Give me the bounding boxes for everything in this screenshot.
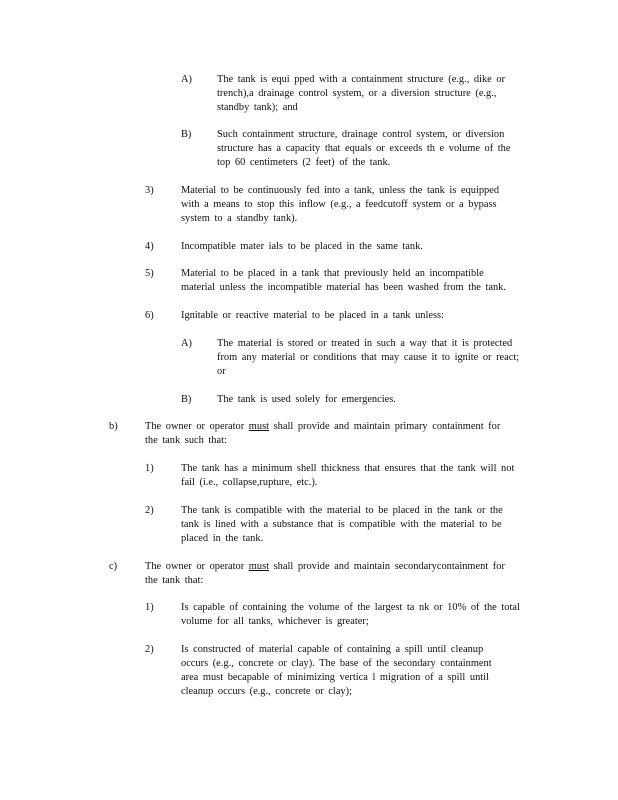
- text-run: shall provide and maintain primary containment for: [269, 421, 501, 432]
- list-marker: 1): [145, 602, 154, 613]
- list-marker: 4): [145, 241, 154, 252]
- text-line: area must becapable of minimizing vertica l migration of a spill until: [181, 672, 489, 683]
- text-line: system to a standby tank).: [181, 213, 298, 224]
- text-line: tank is lined with a substance that is compatible with the material to be: [181, 519, 502, 530]
- text-line: occurs (e.g., concrete or clay). The base of the secondary containment: [181, 658, 492, 669]
- text-line: cleanup occurs (e.g., concrete or clay);: [181, 686, 352, 697]
- text-line: The tank has a minimum shell thickness that ensures that the tank will not: [181, 463, 515, 474]
- text-line: Incompatible mater ials to be placed in the same tank.: [181, 241, 423, 252]
- text-line: Ignitable or reactive material to be placed in a tank unless:: [181, 310, 444, 321]
- text-line: The tank is compatible with the material to be placed in the tank or the: [181, 505, 503, 516]
- underlined-word: must: [248, 421, 270, 432]
- list-marker: 6): [145, 310, 154, 321]
- text-line: [145, 560, 545, 574]
- list-marker: 2): [145, 505, 154, 516]
- list-marker: A): [181, 338, 192, 349]
- text-line: Material to be continuously fed into a tank, unless the tank is equipped: [181, 185, 500, 196]
- text-line: the tank such that:: [145, 435, 227, 446]
- text-line: placed in the tank.: [181, 533, 264, 544]
- text-line: The tank is equi pped with a containment structure (e.g., dike or: [217, 74, 506, 85]
- text-line: with a means to stop this inflow (e.g., a feedcutoff system or a bypass: [181, 199, 497, 210]
- text-line: Material to be placed in a tank that previously held an incompatible: [181, 268, 484, 279]
- text-line: volume for all tanks, whichever is greater;: [181, 616, 369, 627]
- list-marker: 2): [145, 644, 154, 655]
- list-marker: 3): [145, 185, 154, 196]
- text-line: from any material or conditions that may cause it to ignite or react;: [217, 352, 520, 363]
- text-line: structure has a capacity that equals or exceeds th e volume of the: [217, 143, 511, 154]
- text-line: the tank that:: [145, 575, 204, 586]
- list-marker: 5): [145, 268, 154, 279]
- list-marker: 1): [145, 463, 154, 474]
- underlined-word: must: [248, 561, 270, 572]
- text-line: [145, 420, 545, 434]
- list-marker: B): [181, 129, 192, 140]
- text-line: Such containment structure, drainage control system, or diversion: [217, 129, 505, 140]
- text-line: fail (i.e., collapse,rupture, etc.).: [181, 477, 318, 488]
- text-line: material unless the incompatible material has been washed from the tank.: [181, 282, 506, 293]
- text-line: or: [217, 366, 226, 377]
- list-marker: A): [181, 74, 192, 85]
- text-run: The owner or operator: [145, 561, 249, 572]
- text-run: The owner or operator: [145, 421, 249, 432]
- text-line: trench),a drainage control system, or a diversion structure (e.g.,: [217, 88, 497, 99]
- text-line: The tank is used solely for emergencies.: [217, 394, 396, 405]
- text-line: The material is stored or treated in such a way that it is protected: [217, 338, 513, 349]
- list-marker: B): [181, 394, 192, 405]
- text-line: Is capable of containing the volume of the largest ta nk or 10% of the total: [181, 602, 520, 613]
- section-marker: b): [109, 421, 118, 432]
- text-run: shall provide and maintain secondarycontainment for: [269, 561, 505, 572]
- text-line: standby tank); and: [217, 102, 298, 113]
- section-marker: c): [109, 561, 118, 572]
- text-line: top 60 centimeters (2 feet) of the tank.: [217, 157, 391, 168]
- text-line: Is constructed of material capable of containing a spill until cleanup: [181, 644, 484, 655]
